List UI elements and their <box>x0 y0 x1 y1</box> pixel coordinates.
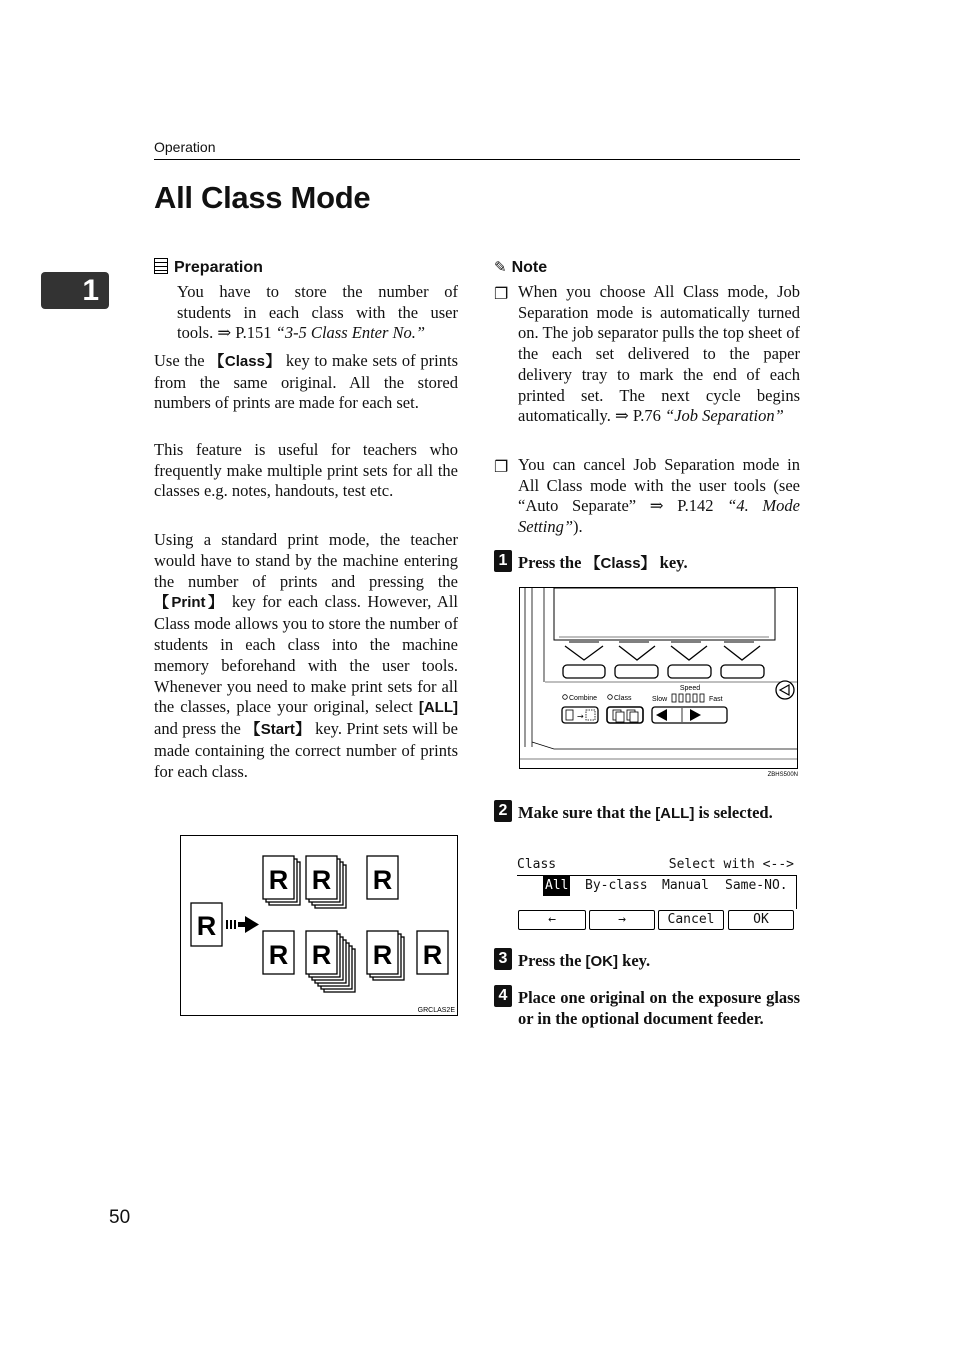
lcd-title-bar <box>517 855 796 876</box>
print-key-ref: 【Print】 <box>154 594 226 612</box>
svg-text:→: → <box>577 712 584 721</box>
all-key-ref: [ALL] <box>655 805 695 822</box>
option-all[interactable]: All <box>543 876 570 896</box>
running-header: Operation <box>154 139 216 155</box>
step-4 <box>494 988 800 1029</box>
lcd-hint: Select with <--> <box>668 857 794 872</box>
start-key-ref: 【Start】 <box>245 721 311 739</box>
step-text: Make sure that the <box>518 803 656 822</box>
note1-ref-link[interactable]: “Job Separation” <box>665 406 784 426</box>
header-rule <box>154 159 800 160</box>
combine-label: Combine <box>569 695 598 702</box>
class-label: Class <box>614 695 632 702</box>
checkbox-bullet-icon: ❐ <box>494 286 509 303</box>
set-letter: R <box>311 865 332 895</box>
p3-b: key for each class. However, All Class mode allows you to store the number of students in each class into the machine memory beforehand with the user tools. Whenever you need to make print sets for all the classes, place your original, select <box>154 592 459 717</box>
print-set <box>306 856 346 908</box>
note-bullet-2 <box>518 455 800 538</box>
ok-key-ref: [OK] <box>585 953 619 970</box>
lcd-title: Class <box>517 857 557 872</box>
step-text: Press the <box>518 553 586 572</box>
set-letter: R <box>372 865 393 895</box>
set-letter: R <box>311 940 332 970</box>
step-2 <box>494 803 800 825</box>
slow-label: Slow <box>652 696 668 703</box>
body-paragraph-3 <box>154 530 458 783</box>
prep-line: You have to store the number of <box>177 282 458 301</box>
right-arrow-button[interactable]: → <box>589 910 655 930</box>
figure-code: ZBHS500N <box>767 772 798 778</box>
set-letter: R <box>268 865 289 895</box>
prep-ref-prefix: tools. ⇒ P.151 <box>177 323 276 343</box>
note-bullet-1 <box>518 282 800 427</box>
original-letter: R <box>196 911 217 941</box>
print-set <box>367 856 398 899</box>
speed-key[interactable] <box>652 707 727 723</box>
control-panel-illustration <box>519 587 799 779</box>
checkbox-bullet-icon: ❐ <box>494 459 509 476</box>
preparation-heading-label: Preparation <box>174 259 263 276</box>
control-panel-figure <box>519 587 799 779</box>
combine-key[interactable] <box>562 707 598 723</box>
class-key[interactable] <box>607 707 643 723</box>
step-text: Press the <box>518 951 586 970</box>
step-number: 1 <box>494 550 512 572</box>
p1-pre: Use the <box>154 351 210 370</box>
class-sets-illustration <box>181 836 457 1015</box>
body-paragraph-2 <box>154 440 458 502</box>
body-paragraph-1 <box>154 351 458 414</box>
cancel-button[interactable]: Cancel <box>658 910 724 930</box>
step-number: 3 <box>494 948 512 970</box>
step-number: 4 <box>494 985 512 1007</box>
note-heading <box>494 258 547 277</box>
page-number: 50 <box>109 1207 131 1228</box>
notepad-icon <box>154 258 168 274</box>
class-sets-figure <box>180 835 458 1016</box>
print-set <box>417 931 448 974</box>
step-number: 2 <box>494 800 512 822</box>
proof-button[interactable] <box>776 681 794 699</box>
p3-d: key. Print sets will be made containing the correct number of prints for each class. <box>154 719 458 781</box>
p2-text: This feature is useful for teachers who frequently make multiple print sets for all the classes e.g. notes, handouts, test etc. <box>154 440 458 501</box>
figure-code: GRCLAS2E <box>417 1007 455 1014</box>
speed-label: Speed <box>679 685 701 692</box>
note2-close: ). <box>573 517 583 537</box>
class-key-ref: 【Class】 <box>585 555 656 572</box>
class-key-ref: 【Class】 <box>209 353 282 370</box>
print-set <box>306 931 355 992</box>
arrow-icon <box>226 916 259 933</box>
prep-ref <box>177 323 458 344</box>
note2-text: You can cancel Job Separation mode in All Class mode with the user tools (see “Auto Separate” ⇒ P.142 <box>518 455 800 516</box>
step-text: key. <box>655 553 688 572</box>
preparation-text <box>177 282 458 344</box>
note2-ref-link[interactable]: “4. Mode Setting” <box>518 496 800 537</box>
p3-a: Using a standard print mode, the teacher would have to stand by the machine entering the number of prints and pressing the <box>154 530 458 591</box>
all-key-ref: [ALL] <box>418 699 458 717</box>
print-set <box>263 931 294 974</box>
ok-button[interactable]: OK <box>728 910 794 930</box>
fast-label: Fast <box>709 696 723 703</box>
step-text: key. <box>618 951 651 970</box>
set-letter: R <box>372 940 393 970</box>
pencil-icon: ✎ <box>494 259 507 276</box>
prep-ref-link[interactable]: “3-5 Class Enter No.” <box>275 323 426 343</box>
step-text: is selected. <box>694 803 773 822</box>
note-heading-label: Note <box>511 259 548 276</box>
lcd-screen <box>517 855 796 932</box>
page-title: All Class Mode <box>154 180 371 215</box>
step-text: Place one original on the exposure glass or in the optional document feeder. <box>518 988 800 1028</box>
print-set <box>263 856 300 905</box>
p1-post: key to make sets of prints from the same original. All the stored numbers of prints are made for each set. <box>154 351 458 413</box>
option-by-class[interactable]: By-class <box>585 878 648 893</box>
p3-c: and press the <box>154 719 246 739</box>
step-1 <box>494 553 800 575</box>
set-letter: R <box>422 940 443 970</box>
prep-line: students in each class with the user <box>177 302 458 322</box>
lcd-options <box>517 875 797 909</box>
option-same-no[interactable]: Same-NO. <box>725 878 788 893</box>
set-letter: R <box>268 940 289 970</box>
lcd-softkeys <box>517 910 796 930</box>
print-set <box>367 931 404 980</box>
option-manual[interactable]: Manual <box>662 878 709 893</box>
chapter-tab: 1 <box>41 272 109 309</box>
step-3 <box>494 951 800 973</box>
left-arrow-button[interactable]: ← <box>518 910 586 930</box>
preparation-heading <box>154 258 263 277</box>
note1-text: When you choose All Class mode, Job Separation mode is automatically turned on. The job separator pulls the top sheet of the each set delivered to the paper delivery tray to mark the end of each printed set. The next cycle begins automatically. ⇒ P.76 <box>518 282 800 426</box>
